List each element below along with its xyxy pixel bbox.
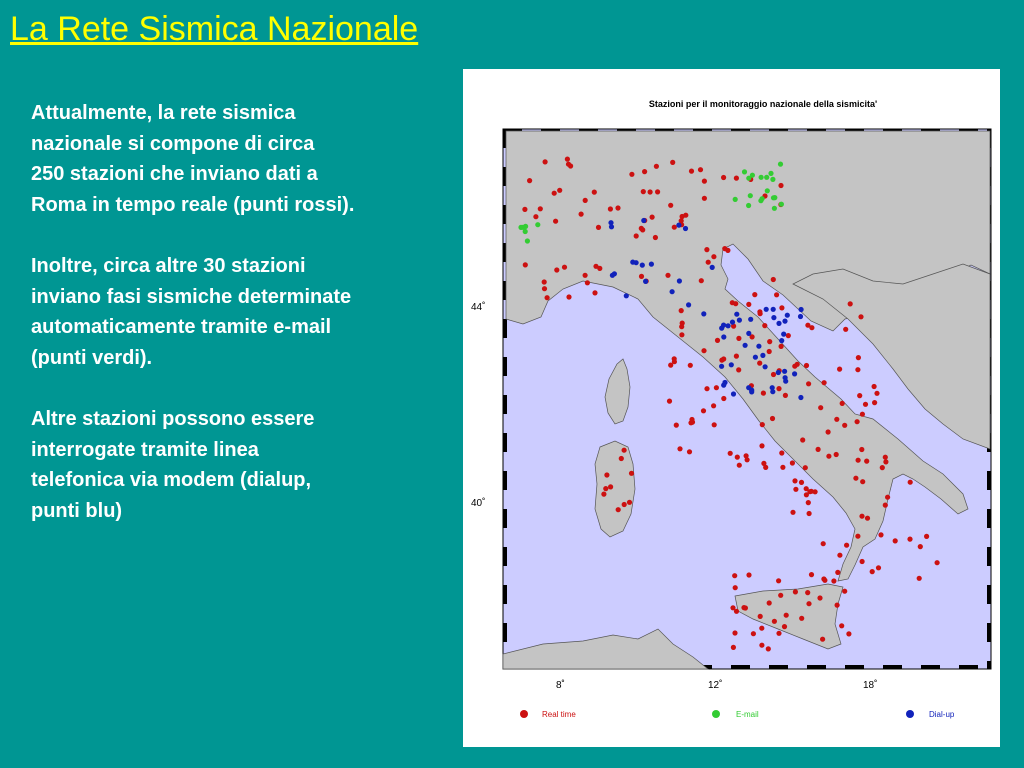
station-marker (842, 423, 847, 428)
station-marker (758, 614, 763, 619)
station-marker (701, 408, 706, 413)
station-marker (935, 560, 940, 565)
station-marker (731, 391, 736, 396)
station-marker (835, 570, 840, 575)
station-marker (734, 609, 739, 614)
station-marker (677, 446, 682, 451)
station-marker (816, 447, 821, 452)
station-marker (731, 645, 736, 650)
station-marker (748, 193, 753, 198)
station-marker (799, 480, 804, 485)
station-marker (746, 331, 751, 336)
station-marker (545, 295, 550, 300)
station-marker (783, 375, 788, 380)
station-marker (855, 367, 860, 372)
station-marker (538, 206, 543, 211)
station-marker (677, 278, 682, 283)
station-marker (522, 207, 527, 212)
station-marker (880, 465, 885, 470)
station-marker (786, 333, 791, 338)
station-marker (689, 169, 694, 174)
station-marker (776, 578, 781, 583)
station-marker (822, 578, 827, 583)
station-marker (714, 385, 719, 390)
station-marker (527, 178, 532, 183)
station-marker (806, 500, 811, 505)
station-marker (749, 389, 754, 394)
station-marker (860, 559, 865, 564)
station-marker (604, 472, 609, 477)
station-marker (733, 301, 738, 306)
station-marker (818, 405, 823, 410)
station-marker (837, 553, 842, 558)
station-marker (806, 601, 811, 606)
legend-marker-realtime (520, 710, 528, 718)
station-marker (856, 458, 861, 463)
station-marker (670, 160, 675, 165)
station-marker (603, 486, 608, 491)
station-marker (670, 289, 675, 294)
station-marker (711, 254, 716, 259)
slide-title: La Rete Sismica Nazionale (10, 10, 419, 48)
station-marker (834, 417, 839, 422)
station-marker (641, 189, 646, 194)
station-marker (872, 400, 877, 405)
station-marker (523, 262, 528, 267)
station-marker (649, 262, 654, 267)
station-marker (686, 302, 691, 307)
station-marker (554, 267, 559, 272)
station-marker (874, 391, 879, 396)
station-marker (776, 386, 781, 391)
station-marker (734, 354, 739, 359)
station-marker (533, 214, 538, 219)
station-marker (736, 336, 741, 341)
station-marker (732, 573, 737, 578)
station-marker (702, 179, 707, 184)
station-marker (793, 487, 798, 492)
station-marker (552, 191, 557, 196)
station-marker (778, 183, 783, 188)
station-marker (759, 443, 764, 448)
station-marker (736, 367, 741, 372)
station-marker (782, 624, 787, 629)
station-marker (746, 572, 751, 577)
station-marker (924, 534, 929, 539)
station-marker (858, 314, 863, 319)
station-marker (860, 412, 865, 417)
station-marker (608, 220, 613, 225)
station-marker (689, 417, 694, 422)
station-marker (776, 370, 781, 375)
station-marker (622, 448, 627, 453)
station-marker (759, 175, 764, 180)
station-marker (543, 159, 548, 164)
station-marker (842, 589, 847, 594)
station-marker (805, 590, 810, 595)
station-marker (767, 600, 772, 605)
station-marker (688, 363, 693, 368)
station-map-figure (463, 69, 1000, 747)
station-marker (648, 189, 653, 194)
station-marker (583, 198, 588, 203)
station-marker (883, 459, 888, 464)
station-marker (639, 226, 644, 231)
station-marker (799, 307, 804, 312)
station-marker (592, 290, 597, 295)
station-marker (807, 489, 812, 494)
station-marker (883, 503, 888, 508)
station-marker (878, 532, 883, 537)
station-marker (553, 219, 558, 224)
station-marker (608, 206, 613, 211)
station-marker (733, 585, 738, 590)
station-marker (784, 613, 789, 618)
station-marker (840, 401, 845, 406)
station-marker (721, 396, 726, 401)
station-marker (679, 332, 684, 337)
station-marker (746, 203, 751, 208)
station-marker (872, 384, 877, 389)
station-marker (655, 189, 660, 194)
station-marker (640, 263, 645, 268)
station-marker (672, 356, 677, 361)
station-marker (642, 169, 647, 174)
station-marker (704, 386, 709, 391)
station-marker (701, 311, 706, 316)
station-marker (683, 213, 688, 218)
station-marker (674, 423, 679, 428)
station-marker (770, 177, 775, 182)
station-marker (601, 492, 606, 497)
station-marker (737, 318, 742, 323)
station-marker (622, 502, 627, 507)
station-marker (779, 450, 784, 455)
station-marker (806, 381, 811, 386)
station-marker (907, 537, 912, 542)
station-marker (751, 631, 756, 636)
station-marker (767, 339, 772, 344)
station-marker (687, 449, 692, 454)
station-marker (583, 273, 588, 278)
station-marker (844, 543, 849, 548)
lat-label-44: 44˚ (471, 302, 486, 313)
station-marker (782, 319, 787, 324)
legend-label-realtime: Real time (542, 710, 576, 719)
station-marker (665, 273, 670, 278)
station-marker (779, 338, 784, 343)
station-marker (753, 355, 758, 360)
station-marker (735, 455, 740, 460)
legend-label-dialup: Dial-up (929, 710, 955, 719)
legend-marker-email (712, 710, 720, 718)
station-marker (792, 478, 797, 483)
station-marker (885, 495, 890, 500)
station-marker (683, 226, 688, 231)
station-marker (813, 489, 818, 494)
lon-label-12: 12˚ (708, 680, 723, 691)
station-marker (566, 162, 571, 167)
station-marker (676, 223, 681, 228)
station-marker (863, 402, 868, 407)
station-marker (608, 484, 613, 489)
station-marker (627, 500, 632, 505)
station-marker (855, 534, 860, 539)
station-marker (557, 188, 562, 193)
station-marker (719, 364, 724, 369)
station-marker (562, 265, 567, 270)
station-marker (710, 265, 715, 270)
station-marker (668, 363, 673, 368)
station-marker (790, 510, 795, 515)
station-marker (765, 188, 770, 193)
station-marker (809, 572, 814, 577)
station-marker (771, 315, 776, 320)
station-marker (610, 273, 615, 278)
station-marker (721, 356, 726, 361)
station-marker (855, 419, 860, 424)
station-marker (702, 196, 707, 201)
station-marker (760, 422, 765, 427)
station-marker (650, 215, 655, 220)
station-marker (835, 603, 840, 608)
lat-label-40: 40˚ (471, 498, 486, 509)
station-marker (764, 175, 769, 180)
station-marker (732, 630, 737, 635)
station-marker (761, 391, 766, 396)
station-marker (822, 380, 827, 385)
station-marker (585, 280, 590, 285)
lon-label-18: 18˚ (863, 680, 878, 691)
station-marker (744, 453, 749, 458)
map-title: Stazioni per il monitoraggio nazionale della sismicita' (648, 99, 878, 109)
station-marker (726, 323, 731, 328)
station-marker (843, 327, 848, 332)
station-marker (762, 323, 767, 328)
station-marker (766, 646, 771, 651)
station-marker (748, 317, 753, 322)
station-marker (821, 541, 826, 546)
station-marker (639, 274, 644, 279)
station-marker (746, 302, 751, 307)
station-marker (860, 479, 865, 484)
station-marker (799, 616, 804, 621)
station-marker (733, 197, 738, 202)
station-marker (729, 362, 734, 367)
station-marker (864, 459, 869, 464)
station-marker (798, 395, 803, 400)
station-marker (917, 576, 922, 581)
station-marker (746, 176, 751, 181)
legend-marker-dialup (906, 710, 914, 718)
station-marker (634, 233, 639, 238)
station-marker (672, 225, 677, 230)
station-marker (721, 323, 726, 328)
station-marker (770, 416, 775, 421)
station-marker (839, 623, 844, 628)
station-marker (770, 385, 775, 390)
station-marker (722, 246, 727, 251)
station-marker (743, 343, 748, 348)
station-marker (734, 176, 739, 181)
station-marker (771, 277, 776, 282)
station-marker (779, 202, 784, 207)
station-marker (803, 465, 808, 470)
station-marker (741, 605, 746, 610)
station-marker (629, 471, 634, 476)
station-marker (793, 589, 798, 594)
station-marker (679, 308, 684, 313)
station-marker (800, 437, 805, 442)
station-marker (668, 203, 673, 208)
station-marker (783, 393, 788, 398)
station-marker (831, 578, 836, 583)
station-marker (792, 371, 797, 376)
station-marker (542, 286, 547, 291)
station-marker (721, 334, 726, 339)
station-marker (768, 171, 773, 176)
station-marker (778, 593, 783, 598)
station-marker (566, 294, 571, 299)
station-marker (593, 264, 598, 269)
slide-body (31, 98, 456, 557)
station-marker (883, 455, 888, 460)
station-marker (722, 380, 727, 385)
station-marker (763, 364, 768, 369)
station-marker (772, 195, 777, 200)
station-marker (820, 637, 825, 642)
station-marker (757, 361, 762, 366)
station-marker (893, 538, 898, 543)
station-marker (759, 643, 764, 648)
station-marker (734, 312, 739, 317)
station-marker (857, 393, 862, 398)
station-marker (779, 344, 784, 349)
station-marker (848, 301, 853, 306)
station-marker (616, 507, 621, 512)
station-marker (760, 353, 765, 358)
station-marker (653, 235, 658, 240)
station-marker (826, 429, 831, 434)
station-marker (856, 355, 861, 360)
map-legend (520, 710, 955, 719)
station-marker (615, 205, 620, 210)
station-marker (798, 314, 803, 319)
station-marker (742, 169, 747, 174)
station-marker (721, 175, 726, 180)
paragraph-email: Inoltre, circa altre 30 stazioni inviano fasi sismiche determinate automaticamente tramite e-mail (punti verdi). (31, 255, 352, 369)
station-marker (704, 247, 709, 252)
station-marker (565, 157, 570, 162)
lon-label-8: 8˚ (556, 680, 565, 691)
station-marker (779, 305, 784, 310)
station-marker (629, 172, 634, 177)
station-marker (667, 399, 672, 404)
station-marker (859, 447, 864, 452)
station-marker (712, 422, 717, 427)
station-marker (807, 511, 812, 516)
station-marker (776, 321, 781, 326)
station-marker (525, 238, 530, 243)
station-marker (619, 456, 624, 461)
station-marker (834, 452, 839, 457)
station-marker (763, 465, 768, 470)
station-marker (699, 278, 704, 283)
station-marker (859, 514, 864, 519)
station-marker (767, 349, 772, 354)
station-marker (908, 480, 913, 485)
station-marker (535, 222, 540, 227)
station-marker (730, 320, 735, 325)
station-marker (870, 569, 875, 574)
station-marker (759, 626, 764, 631)
paragraph-dialup: Altre stazioni possono essere interrogate tramite linea telefonica via modem (dialup, punti blu) (31, 408, 315, 522)
station-marker (711, 403, 716, 408)
station-marker (781, 332, 786, 337)
station-marker (579, 212, 584, 217)
station-marker (809, 325, 814, 330)
station-marker (778, 162, 783, 167)
station-marker (817, 595, 822, 600)
station-marker (772, 206, 777, 211)
station-marker (756, 344, 761, 349)
station-marker (592, 190, 597, 195)
station-marker (876, 565, 881, 570)
station-marker (752, 292, 757, 297)
station-marker (764, 307, 769, 312)
station-marker (728, 451, 733, 456)
station-marker (795, 362, 800, 367)
station-marker (542, 279, 547, 284)
station-marker (630, 260, 635, 265)
station-marker (698, 167, 703, 172)
station-marker (785, 313, 790, 318)
station-marker (701, 348, 706, 353)
station-marker (654, 164, 659, 169)
station-marker (790, 460, 795, 465)
station-marker (782, 369, 787, 374)
paragraph-realtime: Attualmente, la rete sismica nazionale si compone di circa 250 stazioni che inviano dati a Roma in tempo reale (punti rossi). (31, 102, 355, 216)
station-marker (780, 465, 785, 470)
station-marker (837, 367, 842, 372)
station-marker (865, 516, 870, 521)
station-marker (643, 279, 648, 284)
station-marker (771, 372, 776, 377)
legend-label-email: E-mail (736, 710, 759, 719)
station-marker (776, 631, 781, 636)
station-marker (771, 307, 776, 312)
station-marker (804, 363, 809, 368)
station-marker (918, 544, 923, 549)
station-marker (641, 218, 646, 223)
station-marker (758, 198, 763, 203)
station-marker (706, 260, 711, 265)
station-marker (772, 619, 777, 624)
station-marker (758, 311, 763, 316)
station-marker (624, 293, 629, 298)
station-marker (680, 321, 685, 326)
station-marker (853, 476, 858, 481)
station-marker (846, 631, 851, 636)
station-marker (518, 225, 523, 230)
station-marker (774, 292, 779, 297)
station-marker (715, 338, 720, 343)
station-marker (826, 454, 831, 459)
station-marker (596, 225, 601, 230)
station-marker (737, 463, 742, 468)
